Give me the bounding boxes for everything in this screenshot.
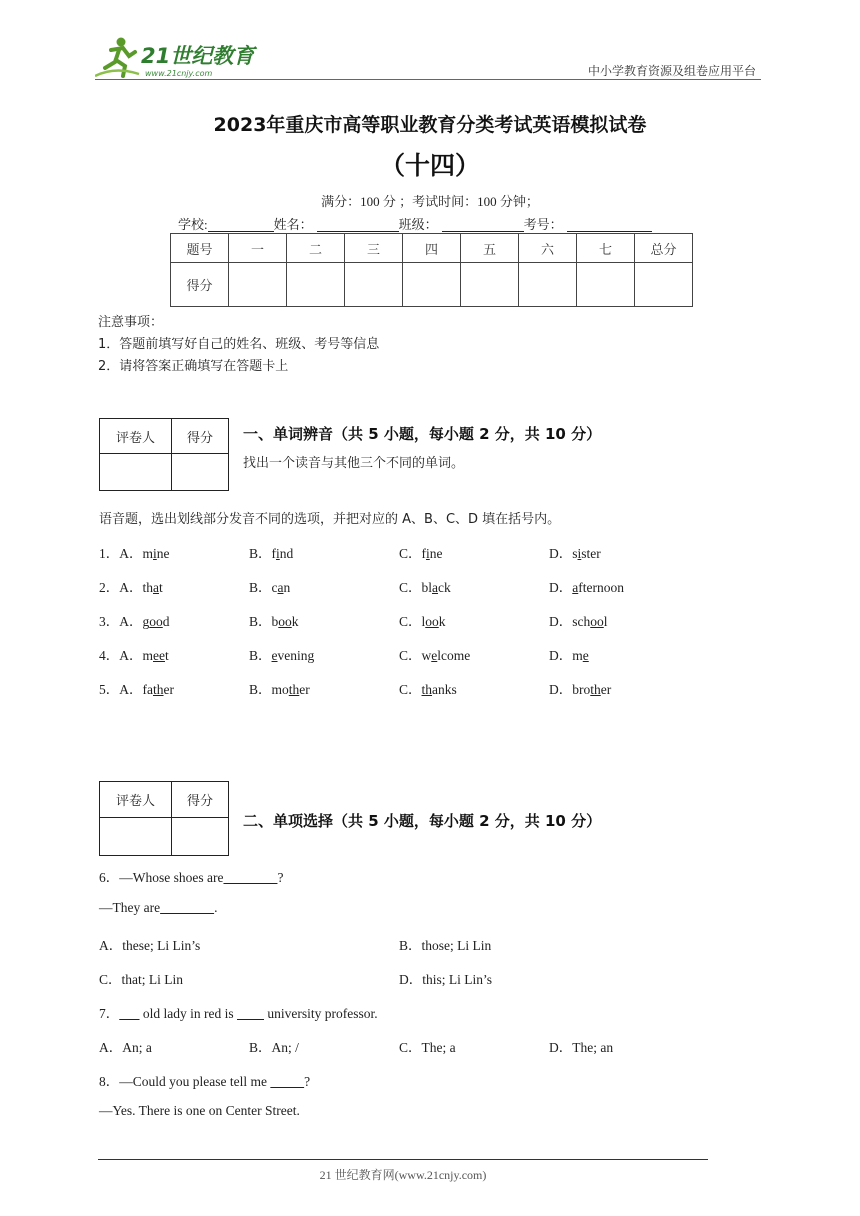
q3-option-c[interactable]: C．look	[399, 614, 446, 629]
score-header-cell: 题号	[171, 234, 229, 263]
q1-option-b[interactable]: B．find	[249, 546, 294, 561]
score-value-row	[171, 263, 693, 307]
exam-title: 2023年重庆市高等职业教育分类考试英语模拟试卷	[213, 114, 647, 136]
score-table	[170, 233, 693, 307]
grader-label: 评卷人	[100, 419, 172, 454]
q8-text: 8．—Could you please tell me	[99, 1074, 271, 1089]
student-fields	[178, 214, 652, 233]
site-logo	[95, 36, 265, 82]
q8-line1	[99, 1070, 310, 1090]
footer-text: 21 世纪教育网(www.21cnjy.com)	[319, 1168, 487, 1182]
q1-option-c[interactable]: C．fine	[399, 546, 443, 561]
q6-option-d[interactable]: D．this; Li Lin’s	[399, 972, 493, 987]
score-cell[interactable]	[577, 263, 635, 307]
q6-text: 6．—Whose shoes are	[99, 870, 224, 885]
score-header-cell: 七	[577, 234, 635, 263]
q6-option-b[interactable]: B．those; Li Lin	[399, 938, 492, 953]
notes-item: 2．请将答案正确填写在答题卡上	[98, 359, 289, 374]
score-cell[interactable]	[519, 263, 577, 307]
score-header-cell: 四	[403, 234, 461, 263]
q6-text: ?	[277, 870, 284, 885]
class-field[interactable]	[442, 218, 524, 232]
q7-line	[99, 1002, 378, 1022]
q2-option-b[interactable]: B．can	[249, 580, 291, 595]
grader-label: 评卷人	[100, 782, 172, 818]
exam-info: 满分：100 分 ；考试时间：100 分钟；	[321, 194, 539, 209]
score-cell[interactable]	[229, 263, 287, 307]
score-header-cell: 六	[519, 234, 577, 263]
grader-cell[interactable]	[100, 454, 172, 491]
grader-box	[99, 418, 229, 491]
q3-option-d[interactable]: D．school	[549, 614, 608, 629]
grader-score-label: 得分	[172, 419, 229, 454]
score-cell[interactable]	[403, 263, 461, 307]
score-row-label: 得分	[171, 263, 229, 307]
score-cell[interactable]	[345, 263, 403, 307]
notes	[98, 312, 379, 378]
class-label: 班级：	[398, 217, 438, 232]
q2-option-d[interactable]: D．afternoon	[549, 580, 624, 595]
q7-text: old lady in red is	[139, 1006, 237, 1021]
section1-instruction: 语音题，选出划线部分发音不同的选项，并把对应的 A、B、C、D 填在括号内。	[99, 512, 561, 527]
grader-cell[interactable]	[100, 818, 172, 856]
q8-blank[interactable]	[270, 1074, 304, 1089]
svg-text:21世纪教育: 21世纪教育	[141, 44, 255, 68]
q1-option-a[interactable]: 1．A．mine	[99, 546, 170, 561]
q3-option-b[interactable]: B．book	[249, 614, 299, 629]
q7-blank[interactable]	[119, 1006, 139, 1021]
q2-option-a[interactable]: 2．A．that	[99, 580, 163, 595]
header-divider	[95, 79, 761, 80]
q4-option-a[interactable]: 4．A．meet	[99, 648, 169, 663]
exam-subtitle: （十四）	[379, 151, 480, 180]
q6-blank[interactable]	[223, 870, 277, 885]
q5-option-b[interactable]: B．mother	[249, 682, 310, 697]
q6-text: —They are	[99, 900, 161, 915]
grader-score-label: 得分	[172, 782, 229, 818]
notes-heading: 注意事项：	[98, 315, 164, 330]
q7-text: 7．	[99, 1006, 120, 1021]
section2-title: 二、单项选择（共 5 小题，每小题 2 分，共 10 分）	[243, 812, 602, 830]
q6-blank[interactable]	[160, 900, 214, 915]
runner-logo-icon	[95, 38, 139, 77]
q5-option-a[interactable]: 5．A．father	[99, 682, 175, 697]
q7-option-a[interactable]: A．An; a	[99, 1040, 152, 1055]
q6-line2	[99, 900, 217, 916]
score-header-cell: 总分	[635, 234, 693, 263]
q7-option-c[interactable]: C．The; a	[399, 1040, 456, 1055]
grader-score-cell[interactable]	[172, 818, 229, 856]
notes-item: 1．答题前填写好自己的姓名、班级、考号等信息	[98, 337, 380, 352]
svg-text:www.21cnjy.com: www.21cnjy.com	[145, 69, 213, 78]
q7-blank[interactable]	[237, 1006, 264, 1021]
q1-option-d[interactable]: D．sister	[549, 546, 601, 561]
score-header-row	[171, 234, 693, 263]
q6-option-c[interactable]: C．that; Li Lin	[99, 972, 183, 987]
q7-option-b[interactable]: B．An; /	[249, 1040, 299, 1055]
q7-option-d[interactable]: D．The; an	[549, 1040, 614, 1055]
number-field[interactable]	[567, 218, 652, 232]
section1-title: 一、单词辨音（共 5 小题，每小题 2 分，共 10 分）	[243, 425, 602, 443]
grader-score-cell[interactable]	[172, 454, 229, 491]
header-platform-text: 中小学教育资源及组卷应用平台	[587, 64, 756, 78]
q6-text: .	[214, 900, 218, 915]
score-cell[interactable]	[461, 263, 519, 307]
score-header-cell: 二	[287, 234, 345, 263]
q5-option-d[interactable]: D．brother	[549, 682, 612, 697]
q6-line1	[99, 866, 283, 886]
score-header-cell: 三	[345, 234, 403, 263]
section1-desc: 找出一个读音与其他三个不同的单词。	[243, 456, 465, 471]
grader-box	[99, 781, 229, 856]
score-header-cell: 一	[229, 234, 287, 263]
q4-option-d[interactable]: D．me	[549, 648, 589, 663]
q3-option-a[interactable]: 3．A．good	[99, 614, 170, 629]
footer-divider	[98, 1159, 708, 1160]
q8-line2: —Yes. There is one on Center Street.	[99, 1103, 300, 1118]
number-label: 考号：	[523, 217, 563, 232]
q5-option-c[interactable]: C．thanks	[399, 682, 457, 697]
q4-option-c[interactable]: C．welcome	[399, 648, 471, 663]
q4-option-b[interactable]: B．evening	[249, 648, 315, 663]
score-cell[interactable]	[635, 263, 693, 307]
score-cell[interactable]	[287, 263, 345, 307]
school-label: 学校:	[178, 217, 208, 232]
name-label: 姓名：	[273, 217, 313, 232]
q8-text: ?	[304, 1074, 311, 1089]
score-header-cell: 五	[461, 234, 519, 263]
q7-text: university professor.	[264, 1006, 378, 1021]
school-field[interactable]	[208, 218, 274, 232]
name-field[interactable]	[317, 218, 399, 232]
q2-option-c[interactable]: C．black	[399, 580, 451, 595]
q6-option-a[interactable]: A．these; Li Lin’s	[99, 938, 201, 953]
